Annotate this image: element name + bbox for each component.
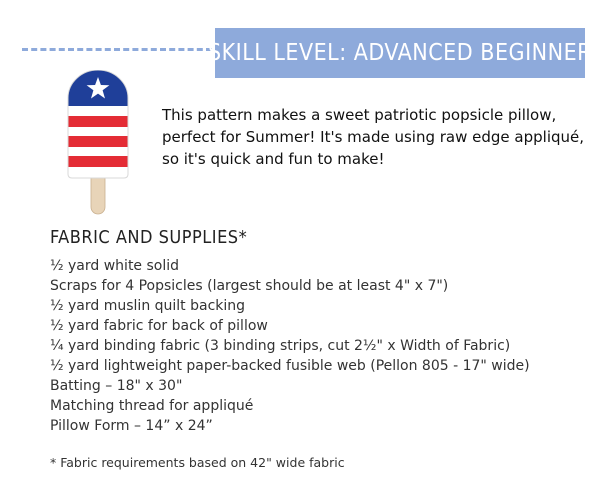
supplies-heading: FABRIC AND SUPPLIES* — [50, 227, 248, 248]
supply-item: ½ yard white solid — [50, 258, 180, 274]
supply-item: Scraps for 4 Popsicles (largest should be at least 4" x 7") — [50, 278, 449, 294]
skill-level-banner — [207, 28, 593, 78]
supply-item: ½ yard muslin quilt backing — [50, 298, 246, 314]
supply-item: ½ yard fabric for back of pillow — [50, 318, 268, 334]
intro-paragraph: This pattern makes a sweet patriotic popsicle pillow, perfect for Summer! It's made using raw edge appliqué, so it's quick and fun to make! — [162, 106, 585, 168]
supply-item: Matching thread for appliqué — [50, 398, 254, 414]
popsicle-icon — [66, 70, 130, 215]
skill-level-text: SKILL LEVEL: ADVANCED BEGINNER — [207, 40, 593, 66]
supply-item: ¼ yard binding fabric (3 binding strips, cut 2½" x Width of Fabric) — [50, 338, 511, 354]
supplies-list — [50, 256, 530, 436]
supply-item: Batting – 18" x 30" — [50, 378, 183, 394]
supply-item: Pillow Form – 14” x 24” — [50, 418, 213, 434]
header-dashed-line — [22, 48, 212, 51]
fabric-footnote: * Fabric requirements based on 42" wide fabric — [50, 455, 345, 470]
supply-item: ½ yard lightweight paper-backed fusible web (Pellon 805 - 17" wide) — [50, 358, 530, 374]
